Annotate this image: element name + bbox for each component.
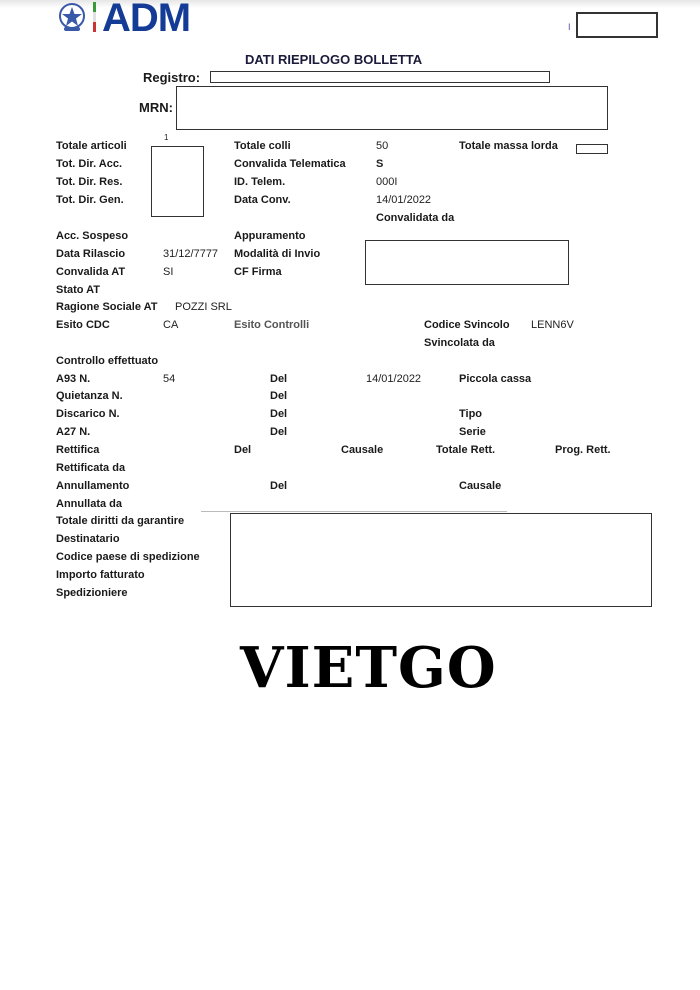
convalida-at-label: Convalida AT (56, 266, 126, 278)
mrn-field[interactable] (176, 86, 608, 130)
codice-paese-label: Codice paese di spedizione (56, 551, 200, 563)
codice-svincolo-label: Codice Svincolo (424, 319, 510, 331)
id-telem-label: ID. Telem. (234, 176, 286, 188)
adm-logo: ADM (102, 0, 191, 40)
a27-label: A27 N. (56, 426, 91, 438)
mrn-label: MRN: (139, 100, 173, 115)
data-conv-value: 14/01/2022 (376, 194, 432, 206)
a93-value: 54 (163, 373, 176, 385)
tot-dir-redacted-box (151, 146, 204, 217)
totale-rett-label: Totale Rett. (436, 444, 496, 456)
tot-dir-acc-label: Tot. Dir. Acc. (56, 158, 123, 170)
data-rilascio-label: Data Rilascio (56, 248, 126, 260)
annullamento-del-label: Del (270, 480, 288, 492)
codice-svincolo-value: LENN6V (531, 319, 574, 331)
esito-cdc-label: Esito CDC (56, 319, 110, 331)
ragione-sociale-at-label: Ragione Sociale AT (56, 301, 158, 313)
a93-label: A93 N. (56, 373, 91, 385)
acc-sospeso-label: Acc. Sospeso (56, 230, 129, 242)
quietanza-label: Quietanza N. (56, 390, 123, 402)
destinatario-label: Destinatario (56, 533, 120, 545)
vietgo-watermark-display: VIETGO (240, 635, 497, 701)
annullamento-label: Annullamento (56, 480, 130, 492)
registro-field[interactable] (210, 71, 550, 83)
italian-republic-emblem-icon (58, 2, 86, 32)
stato-at-label: Stato AT (56, 284, 100, 296)
a27-del-label: Del (270, 426, 288, 438)
totale-colli-label: Totale colli (234, 140, 291, 152)
totale-colli-value: 50 (376, 140, 389, 152)
a93-del-label: Del (270, 373, 288, 385)
spedizioniere-label: Spedizioniere (56, 587, 128, 599)
registro-label: Registro: (143, 70, 201, 85)
controllo-effettuato-label: Controllo effettuato (56, 355, 159, 367)
totale-diritti-label: Totale diritti da garantire (56, 515, 185, 527)
tot-dir-gen-label: Tot. Dir. Gen. (56, 194, 124, 206)
corner-box (576, 12, 658, 38)
esito-controlli-label: Esito Controlli (234, 319, 310, 331)
annullata-da-label: Annullata da (56, 498, 123, 510)
page-title: DATI RIEPILOGO BOLLETTA (245, 52, 423, 67)
convalida-telematica-value: S (376, 158, 384, 170)
rettifica-del-label: Del (234, 444, 252, 456)
tot-dir-res-label: Tot. Dir. Res. (56, 176, 123, 188)
convalida-telematica-label: Convalida Telematica (234, 158, 346, 170)
importo-fatturato-label: Importo fatturato (56, 569, 145, 581)
cf-firma-label: CF Firma (234, 266, 282, 278)
annullamento-causale-label: Causale (459, 480, 502, 492)
appuramento-label: Appuramento (234, 230, 306, 242)
rettifica-label: Rettifica (56, 444, 100, 456)
modalita-invio-redacted-box (365, 240, 569, 285)
tipo-label: Tipo (459, 408, 483, 420)
flag-bar-icon (93, 2, 96, 32)
rettificata-da-label: Rettificata da (56, 462, 126, 474)
serie-label: Serie (459, 426, 486, 438)
divider-line (201, 511, 507, 512)
rettifica-causale-label: Causale (341, 444, 384, 456)
discarico-del-label: Del (270, 408, 288, 420)
footer-redacted-box (230, 513, 652, 607)
esito-cdc-value: CA (163, 319, 179, 331)
totale-massa-lorda-label: Totale massa lorda (459, 140, 558, 152)
convalida-at-value: SI (163, 266, 174, 278)
data-conv-label: Data Conv. (234, 194, 291, 206)
data-rilascio-value: 31/12/7777 (163, 248, 219, 260)
quietanza-del-label: Del (270, 390, 288, 402)
a93-del-value: 14/01/2022 (366, 373, 422, 385)
massa-lorda-redacted-box (576, 144, 608, 154)
prog-rett-label: Prog. Rett. (555, 444, 611, 456)
id-telem-value: 000I (376, 176, 398, 188)
svincolata-da-label: Svincolata da (424, 337, 495, 349)
ragione-sociale-at-value: POZZI SRL (175, 301, 232, 313)
totale-articoli-label: Totale articoli (56, 140, 127, 152)
corner-marker: I (568, 22, 571, 32)
totale-articoli-value: 1 (164, 133, 169, 142)
modalita-invio-label: Modalità di Invio (234, 248, 321, 260)
convalidata-da-label: Convalidata da (376, 212, 455, 224)
discarico-label: Discarico N. (56, 408, 120, 420)
piccola-cassa-label: Piccola cassa (459, 373, 532, 385)
